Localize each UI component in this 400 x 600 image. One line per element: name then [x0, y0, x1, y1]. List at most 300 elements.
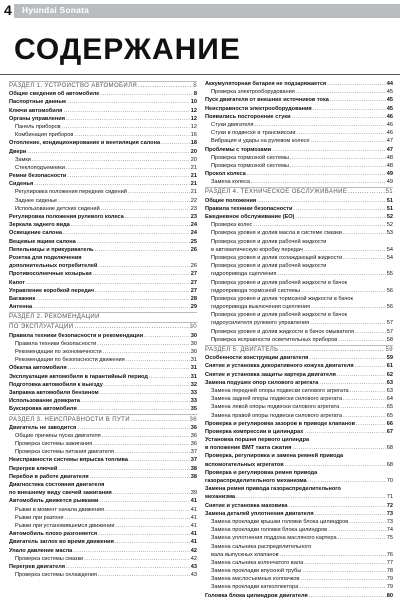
toc-entry[interactable] — [9, 205, 197, 213]
toc-entry[interactable] — [205, 197, 393, 205]
toc-entry[interactable] — [9, 522, 197, 530]
toc-entry-title: Проверка уровня и долив тормозной жидкости в бачок — [211, 295, 353, 302]
toc-entry[interactable] — [205, 583, 393, 591]
toc-entry-title: Пуск двигателя от внешних источников тока — [205, 97, 329, 104]
toc-section-heading[interactable] — [9, 416, 197, 424]
toc-entry[interactable] — [9, 448, 197, 456]
toc-page-number: 36 — [190, 424, 197, 431]
toc-entry[interactable] — [205, 146, 393, 154]
dot-leader — [279, 346, 384, 354]
toc-entry[interactable] — [205, 221, 393, 229]
toc-page-number: 51 — [385, 189, 393, 196]
toc-entry-title: Антенна — [9, 304, 33, 311]
toc-page-number: 16 — [190, 132, 197, 139]
dot-leader — [36, 295, 190, 303]
toc-entry[interactable] — [205, 178, 393, 186]
toc-entry-title: Панель приборов — [15, 123, 61, 130]
toc-page-number: 52 — [386, 214, 393, 220]
toc-entry-title: Автомобиль плохо разгоняется — [9, 531, 98, 538]
toc-section-heading[interactable] — [205, 188, 393, 196]
dot-leader — [103, 348, 190, 356]
toc-entry-title: Подготовка автомобиля к выезду — [9, 381, 103, 388]
toc-entry[interactable] — [205, 379, 393, 387]
toc-entry-title: Проверка электрооборудования — [211, 89, 295, 96]
toc-entry-title: Проверка тормозной системы — [211, 154, 289, 161]
toc-page-number: 67 — [386, 428, 393, 435]
toc-page-number: 58 — [386, 336, 393, 343]
toc-entry[interactable] — [205, 461, 393, 469]
toc-entry-title: РАЗДЕЛ 3. НЕИСПРАВНОСТИ В ПУТИ — [9, 416, 130, 423]
toc-entry[interactable] — [9, 180, 197, 188]
toc-entry-title: Замена колеса — [211, 179, 250, 186]
toc-entry[interactable] — [205, 113, 393, 121]
toc-entry[interactable] — [9, 348, 197, 356]
toc-entry[interactable] — [205, 452, 393, 460]
toc-entry[interactable] — [205, 371, 393, 379]
toc-entry-title: Проверка исправности осветительных приборов — [211, 336, 338, 343]
dot-leader — [297, 129, 386, 137]
toc-entry[interactable] — [205, 229, 393, 237]
toc-entry-title: Капот — [9, 279, 25, 286]
toc-page-number: 77 — [386, 559, 393, 566]
dot-leader — [34, 180, 190, 188]
toc-entry[interactable] — [9, 397, 197, 405]
dot-leader — [327, 80, 386, 88]
toc-section-heading[interactable] — [9, 82, 197, 90]
dot-leader — [328, 526, 386, 534]
toc-page-number: 56 — [386, 287, 393, 294]
dot-leader — [99, 497, 189, 505]
toc-entry[interactable] — [9, 405, 197, 413]
toc-entry[interactable] — [205, 246, 393, 254]
toc-page-number: 30 — [190, 349, 197, 355]
toc-page-number: 71 — [386, 494, 393, 501]
toc-entry-title: Перегрев ключей — [9, 465, 58, 472]
toc-entry-title: Проблемы с тормозами — [205, 146, 272, 153]
dot-leader — [289, 502, 386, 510]
toc-page-number: 8 — [193, 83, 197, 89]
toc-entry[interactable] — [205, 170, 393, 178]
toc-entry-title: Паспортные данные — [9, 99, 67, 106]
toc-entry[interactable] — [9, 148, 197, 156]
toc-entry[interactable] — [9, 364, 197, 372]
dot-leader — [251, 178, 386, 186]
toc-entry[interactable] — [205, 485, 393, 493]
toc-page-number: 26 — [190, 246, 197, 253]
toc-section-heading[interactable] — [205, 346, 393, 354]
toc-entry[interactable] — [205, 129, 393, 137]
dot-leader — [247, 170, 386, 178]
toc-entry-title: Рекомендации по экономичности — [15, 349, 102, 355]
toc-entry-title: Проверка колес — [211, 222, 253, 229]
toc-entry[interactable] — [9, 473, 197, 481]
toc-entry[interactable] — [205, 328, 393, 336]
toc-entry[interactable] — [205, 469, 393, 477]
toc-page-number: 36 — [190, 432, 197, 439]
toc-entry[interactable] — [9, 287, 197, 295]
toc-entry[interactable] — [205, 510, 393, 518]
dot-leader — [308, 477, 386, 485]
dot-leader — [101, 205, 190, 213]
toc-page-number: 39 — [190, 490, 197, 497]
toc-entry-title: Замена прокладки впускной трубы — [211, 568, 302, 575]
toc-entry[interactable] — [9, 115, 197, 123]
toc-entry-title: Проверка уровня и долив рабочей жидкости — [211, 263, 327, 270]
dot-leader — [310, 319, 386, 327]
toc-page-number: 63 — [386, 387, 393, 394]
toc-entry[interactable] — [205, 551, 393, 559]
toc-entry[interactable] — [205, 238, 393, 246]
toc-section-heading[interactable] — [9, 323, 197, 331]
toc-entry[interactable] — [9, 424, 197, 432]
toc-entry-title: Зеркала заднего вида — [9, 222, 70, 229]
toc-page-number: 70 — [386, 478, 393, 484]
dot-leader — [299, 583, 385, 591]
toc-entry[interactable] — [205, 403, 393, 411]
toc-entry[interactable] — [9, 270, 197, 278]
toc-entry-title: Сиденья — [9, 181, 34, 188]
toc-entry[interactable] — [205, 534, 393, 542]
toc-entry[interactable] — [205, 319, 393, 327]
toc-page-number: 8 — [193, 91, 197, 98]
toc-entry[interactable] — [9, 238, 197, 246]
title-divider — [0, 74, 400, 75]
toc-entry-title: Замена прокладки крышки головки блока цилиндров — [211, 518, 349, 525]
dot-leader — [32, 156, 190, 164]
toc-entry-title: Появились посторонние стуки — [205, 113, 291, 120]
toc-entry[interactable] — [9, 156, 197, 164]
toc-page-number: 63 — [386, 379, 393, 386]
toc-entry-title: Замена маслосъемных колпачков — [211, 576, 300, 583]
toc-section-heading[interactable] — [9, 313, 197, 321]
toc-entry[interactable] — [9, 547, 197, 555]
toc-entry-title: Регулировка положения передних сидений — [15, 189, 127, 196]
toc-entry[interactable] — [9, 172, 197, 180]
toc-entry-title: Замена правой опоры подвески силового агрегата — [211, 412, 343, 419]
toc-entry-title: Освещение салона — [9, 230, 62, 237]
toc-entry[interactable] — [9, 481, 197, 489]
toc-entry-title: Проверка, регулировка и замена ремней привода — [205, 453, 344, 460]
dot-leader — [309, 354, 385, 362]
toc-page-number: 27 — [190, 279, 197, 286]
toc-page-number: 46 — [386, 130, 393, 137]
page-title: СОДЕРЖАНИЕ — [14, 33, 241, 66]
toc-page-number: 46 — [386, 113, 393, 120]
toc-page-number: 32 — [190, 381, 197, 388]
toc-page-number: 43 — [190, 563, 197, 570]
dot-leader — [66, 115, 190, 123]
toc-entry[interactable] — [205, 526, 393, 534]
toc-entry[interactable] — [205, 559, 393, 567]
toc-entry[interactable] — [9, 555, 197, 563]
toc-entry-title: РАЗДЕЛ 5. ДВИГАТЕЛЬ — [205, 347, 279, 353]
toc-page-number: 41 — [190, 498, 197, 505]
toc-page-number: 36 — [190, 441, 197, 448]
toc-entry[interactable] — [205, 477, 393, 485]
toc-entry-title: Управление коробкой передач — [9, 287, 94, 294]
toc-entry-title: Проверка уровня и долив рабочей жидкости — [211, 238, 327, 245]
toc-entry[interactable] — [205, 254, 393, 262]
dot-leader — [355, 328, 386, 336]
toc-entry[interactable] — [9, 90, 197, 98]
toc-entry[interactable] — [205, 262, 393, 270]
toc-entry[interactable] — [205, 575, 393, 583]
toc-page-number: 33 — [190, 398, 197, 405]
toc-entry[interactable] — [205, 105, 393, 113]
toc-entry-title: Заправка автомобиля бензином — [9, 389, 99, 396]
toc-page-number: 20 — [190, 148, 197, 155]
toc-entry[interactable] — [205, 336, 393, 344]
dot-leader — [301, 287, 386, 295]
toc-entry[interactable] — [9, 530, 197, 538]
toc-entry-title: Розетка для подключения — [9, 254, 82, 261]
dot-leader — [356, 420, 386, 428]
toc-entry-title: Замена уплотнения поддона масляного картера — [211, 535, 337, 542]
toc-page-number: 21 — [190, 164, 197, 171]
toc-entry[interactable] — [9, 131, 197, 139]
dot-leader — [138, 82, 192, 90]
toc-entry-title: вспомогательных агрегатов — [205, 461, 284, 468]
toc-entry-title: Общие причины пуска двигателя — [15, 432, 101, 439]
toc-entry[interactable] — [9, 538, 197, 546]
toc-page-number: 79 — [386, 576, 393, 583]
dot-leader — [67, 98, 190, 106]
dot-leader — [304, 559, 386, 567]
toc-entry-title: Стеклоподъемники — [15, 164, 65, 171]
toc-entry-title: Проверка уровня и долив масла в системе смазки — [211, 230, 342, 237]
toc-entry[interactable] — [205, 287, 393, 295]
toc-entry-title: Вещевые ящики салона — [9, 238, 76, 245]
toc-entry[interactable] — [205, 395, 393, 403]
toc-entry-title: газораспределительного механизма — [205, 478, 307, 484]
toc-entry[interactable] — [205, 213, 393, 221]
dot-leader — [340, 403, 385, 411]
toc-entry[interactable] — [9, 514, 197, 522]
dot-leader — [338, 336, 386, 344]
toc-page-number: 35 — [190, 406, 197, 413]
dot-leader — [304, 428, 385, 436]
toc-entry[interactable] — [205, 428, 393, 436]
toc-entry-title: Рывки в момент начала движения — [15, 506, 104, 513]
toc-entry-title: Багажник — [9, 295, 36, 302]
dot-leader — [65, 514, 190, 522]
toc-entry-title: Проверка системы охлаждения — [15, 572, 97, 579]
toc-entry[interactable] — [9, 197, 197, 205]
dot-leader — [343, 395, 386, 403]
toc-entry[interactable] — [9, 440, 197, 448]
toc-entry[interactable] — [205, 567, 393, 575]
toc-entry[interactable] — [205, 354, 393, 362]
toc-page-number: 80 — [386, 592, 393, 599]
toc-entry-title: в положение ВМТ такта сжатия — [205, 445, 292, 452]
toc-page-number: 68 — [386, 445, 393, 452]
dot-leader — [93, 440, 190, 448]
toc-entry-title: Перебои в работе двигателя — [9, 473, 89, 480]
dot-leader — [66, 164, 190, 172]
toc-entry-title: Проверка системы питания двигателя — [15, 449, 114, 456]
dot-leader — [311, 303, 386, 311]
toc-entry[interactable] — [205, 270, 393, 278]
toc-entry[interactable] — [205, 137, 393, 145]
dot-leader — [236, 493, 386, 501]
dot-leader — [338, 534, 386, 542]
toc-entry[interactable] — [205, 88, 393, 96]
toc-page-number: 43 — [190, 572, 197, 579]
toc-entry-title: Особенности конструкции двигателя — [205, 355, 309, 362]
toc-entry[interactable] — [205, 543, 393, 551]
toc-entry[interactable] — [9, 221, 197, 229]
toc-left-column — [9, 80, 197, 579]
toc-page-number: 54 — [386, 254, 393, 261]
toc-entry[interactable] — [9, 356, 197, 364]
toc-entry-title: Замена деталей уплотнения двигателя — [205, 510, 314, 517]
toc-entry[interactable] — [205, 592, 393, 600]
toc-entry[interactable] — [9, 254, 197, 262]
dot-leader — [98, 571, 190, 579]
dot-leader — [94, 246, 189, 254]
toc-entry[interactable] — [9, 389, 197, 397]
toc-entry-title: Органы управления — [9, 115, 65, 122]
toc-entry[interactable] — [9, 465, 197, 473]
toc-entry[interactable] — [205, 412, 393, 420]
toc-entry-title: Ключи автомобиля — [9, 107, 63, 114]
dot-leader — [290, 154, 386, 162]
toc-entry[interactable] — [9, 164, 197, 172]
toc-entry-title: Обкатка автомобиля — [9, 365, 67, 372]
toc-page-number: 48 — [386, 154, 393, 161]
toc-entry[interactable] — [9, 506, 197, 514]
toc-entry[interactable] — [205, 80, 393, 88]
toc-entry[interactable] — [205, 436, 393, 444]
toc-entry[interactable] — [205, 420, 393, 428]
toc-entry-title: Прокол колеса — [205, 171, 246, 178]
toc-entry-title: Рывки при установившемся движении — [15, 522, 115, 529]
toc-entry-title: Неисправности системы впрыска топлива — [9, 457, 129, 464]
toc-entry[interactable] — [9, 497, 197, 505]
toc-entry[interactable] — [9, 246, 197, 254]
toc-entry[interactable] — [205, 493, 393, 501]
toc-entry[interactable] — [205, 362, 393, 370]
toc-page-number: 21 — [190, 181, 197, 188]
toc-entry[interactable] — [205, 154, 393, 162]
toc-page-number: 21 — [190, 173, 197, 180]
toc-entry[interactable] — [205, 444, 393, 452]
toc-entry-title: Замена передней опоры подвески силового агрегата — [211, 387, 349, 394]
dot-leader — [277, 270, 385, 278]
toc-entry[interactable] — [205, 279, 393, 287]
dot-leader — [295, 213, 385, 221]
toc-entry[interactable] — [9, 340, 197, 348]
dot-leader — [272, 146, 386, 154]
dot-leader — [113, 489, 190, 497]
toc-entry[interactable] — [9, 432, 197, 440]
toc-entry[interactable] — [205, 311, 393, 319]
dot-leader — [77, 424, 189, 432]
toc-entry-title: Пепельницы и прикуриватель — [9, 246, 94, 253]
toc-entry-title: Снятие и установка декоративного кожуха двигателя — [205, 363, 354, 370]
toc-entry-title: Замена ремня привода газораспределительного — [205, 486, 341, 493]
dot-leader — [63, 107, 189, 115]
toc-page-number: 12 — [190, 115, 197, 122]
toc-entry[interactable] — [9, 456, 197, 464]
toc-entry-title: Правила техники безопасности — [15, 340, 97, 347]
dot-leader — [115, 448, 190, 456]
toc-entry[interactable] — [205, 387, 393, 395]
toc-entry[interactable] — [9, 489, 197, 497]
toc-entry-title: Рекомендации по безопасности движения — [15, 357, 125, 364]
dot-leader — [77, 238, 190, 246]
toc-entry-title: Перегрев двигателя — [9, 563, 66, 570]
dot-leader — [255, 121, 386, 129]
dot-leader — [290, 162, 386, 170]
toc-entry[interactable] — [9, 188, 197, 196]
toc-entry-title: в автоматическую коробку передач — [211, 246, 303, 253]
toc-entry[interactable] — [9, 123, 197, 131]
toc-entry-title: Упало давление масла — [9, 547, 73, 554]
dot-leader — [81, 397, 190, 405]
toc-entry-title: Рывки при разгоне — [15, 514, 64, 521]
toc-page-number: 54 — [386, 246, 393, 253]
toc-entry[interactable] — [205, 121, 393, 129]
toc-entry[interactable] — [9, 332, 197, 340]
toc-entry[interactable] — [205, 96, 393, 104]
toc-entry-title: Замена подушек опор силового агрегата — [205, 379, 319, 386]
toc-page-number: 49 — [386, 179, 393, 186]
dot-leader — [293, 205, 385, 213]
toc-entry[interactable] — [9, 213, 197, 221]
toc-entry[interactable] — [9, 373, 197, 381]
toc-entry-title: Снятие и установка защиты картера двигателя — [205, 371, 336, 378]
toc-page-number: 22 — [190, 197, 197, 204]
dot-leader — [343, 412, 386, 420]
toc-entry-title: Ремни безопасности — [9, 173, 67, 180]
toc-entry[interactable] — [9, 139, 197, 147]
dot-leader — [343, 254, 386, 262]
toc-entry-title: Противосолнечные козырьки — [9, 271, 92, 278]
toc-page-number: 74 — [386, 527, 393, 534]
toc-page-number: 59 — [385, 347, 393, 353]
toc-entry-title: Регулировка положения рулевого колеса — [9, 214, 124, 220]
toc-entry[interactable] — [9, 98, 197, 106]
toc-page-number: 64 — [386, 396, 393, 403]
toc-page-number: 36 — [189, 416, 197, 423]
toc-entry[interactable] — [9, 303, 197, 311]
toc-entry[interactable] — [205, 303, 393, 311]
toc-entry[interactable] — [205, 502, 393, 510]
toc-entry[interactable] — [9, 279, 197, 287]
toc-entry-title: Заднее сиденье — [15, 197, 58, 204]
toc-entry[interactable] — [205, 162, 393, 170]
toc-entry[interactable] — [205, 518, 393, 526]
toc-entry[interactable] — [9, 571, 197, 579]
toc-entry[interactable] — [205, 295, 393, 303]
toc-page-number: 45 — [386, 105, 393, 112]
toc-entry[interactable] — [9, 381, 197, 389]
toc-entry-title: Отопление, кондиционирование и вентиляция салона — [9, 140, 161, 147]
toc-entry[interactable] — [9, 229, 197, 237]
toc-page-number: 41 — [190, 522, 197, 529]
toc-entry[interactable] — [9, 295, 197, 303]
toc-page-number: 51 — [386, 205, 393, 212]
toc-entry[interactable] — [9, 262, 197, 270]
toc-page-number: 56 — [386, 304, 393, 311]
toc-entry[interactable] — [205, 205, 393, 213]
toc-page-number: 30 — [189, 324, 197, 331]
toc-entry[interactable] — [9, 107, 197, 115]
toc-page-number: 47 — [386, 146, 393, 153]
toc-page-number: 42 — [190, 547, 197, 554]
toc-page-number: 66 — [386, 420, 393, 427]
